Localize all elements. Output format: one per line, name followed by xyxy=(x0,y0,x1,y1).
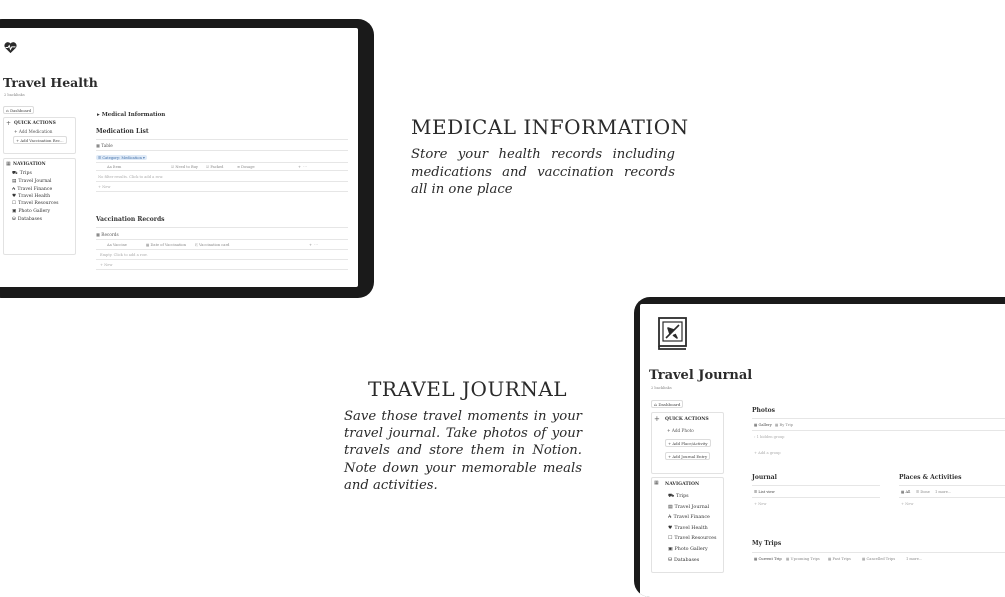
journal-icon: ▤ xyxy=(12,178,17,184)
travel-health-device-frame xyxy=(0,19,374,298)
add-journal-entry-button[interactable]: + Add Journal Entry xyxy=(665,452,710,460)
database-icon: ⛁ xyxy=(12,216,16,222)
divider xyxy=(899,497,1005,498)
nav-item-label: Photo Gallery xyxy=(18,209,51,214)
add-medication-button[interactable]: + Add Medication xyxy=(14,129,53,134)
divider xyxy=(752,497,880,498)
journal-list-view-tab[interactable]: ☰ List view xyxy=(754,490,775,494)
column-header-vaccination-card[interactable]: ⎘ Vaccination card xyxy=(195,243,230,247)
resources-icon: ☐ xyxy=(12,201,17,207)
medical-information-description: Store your health records including medications and vaccination records all in one place xyxy=(411,147,675,197)
backlinks-label[interactable]: 2 backlinks xyxy=(4,93,25,97)
plus-icon: + xyxy=(6,120,12,127)
nav-item-label: Trips xyxy=(19,171,32,176)
nav-item-trips[interactable] xyxy=(668,494,689,500)
add-column-icon[interactable]: + ··· xyxy=(298,165,307,169)
nav-item-travel-finance[interactable] xyxy=(12,186,52,192)
navigation-icon: ▦ xyxy=(6,161,11,167)
finance-icon: ₳ xyxy=(12,187,16,193)
travel-journal-device-frame xyxy=(634,297,1005,597)
gallery-icon: ▣ xyxy=(668,547,673,552)
backlinks-label[interactable]: 2 backlinks xyxy=(651,386,672,390)
nav-item-label: Travel Journal xyxy=(674,504,710,510)
trips-tab-current[interactable]: ▦ Current Trip xyxy=(754,557,782,561)
nav-item-travel-resources[interactable] xyxy=(12,201,58,206)
divider xyxy=(96,227,348,228)
nav-item-label: Travel Finance xyxy=(673,515,710,521)
heart-pulse-icon xyxy=(3,40,18,55)
medication-view-tab[interactable]: ▦ Table xyxy=(96,143,113,148)
trips-tab-cancelled[interactable]: ▦ Cancelled Trips xyxy=(862,557,896,561)
column-header-dosage[interactable]: ≡ Dosage xyxy=(237,165,255,169)
photos-tab-gallery[interactable]: ▦ Gallery xyxy=(754,423,772,427)
nav-item-label: Travel Health xyxy=(674,525,708,531)
trips-tab-upcoming[interactable]: ▦ Upcoming Trips xyxy=(786,557,820,561)
my-trips-section-title: My Trips xyxy=(752,540,782,547)
medical-information-toggle[interactable]: ▸ Medical Information xyxy=(97,112,166,118)
nav-item-travel-health[interactable] xyxy=(12,194,50,199)
add-column-icon[interactable]: + ··· xyxy=(309,243,318,247)
places-tab-more[interactable]: 1 more... xyxy=(935,490,952,494)
divider xyxy=(752,418,1005,419)
category-filter-chip[interactable]: ☰ Category: Medication ▾ xyxy=(98,155,145,160)
divider xyxy=(96,269,348,270)
divider xyxy=(899,485,1005,486)
trips-tab-past[interactable]: ▦ Past Trips xyxy=(828,557,851,561)
quick-actions-heading: QUICK ACTIONS xyxy=(665,417,709,422)
divider xyxy=(96,249,348,250)
hidden-group-toggle[interactable]: › 1 hidden group xyxy=(754,435,785,439)
column-header-packed[interactable]: ☑ Packed xyxy=(206,165,224,169)
journal-section-title: Journal xyxy=(752,474,777,481)
divider xyxy=(752,430,1005,431)
dashboard-button[interactable]: ⌂ Dashboard xyxy=(651,400,683,408)
medication-empty-state[interactable]: No filter results. Click to add a row. xyxy=(98,175,164,179)
nav-item-databases[interactable] xyxy=(668,558,699,563)
health-icon: ♥ xyxy=(12,193,17,199)
nav-item-label: Databases xyxy=(674,557,700,563)
navigation-icon: ▦ xyxy=(654,480,659,486)
column-header-vaccine[interactable]: Aa Vaccine xyxy=(107,243,127,247)
divider xyxy=(96,170,348,171)
nav-item-travel-journal[interactable] xyxy=(12,179,52,184)
medical-information-heading: MEDICAL INFORMATION xyxy=(411,115,689,139)
resources-icon: ☐ xyxy=(668,536,673,542)
navigation-heading: NAVIGATION xyxy=(665,482,700,487)
vaccination-view-tab[interactable]: ▦ Records xyxy=(96,232,119,237)
photos-section-title: Photos xyxy=(752,407,776,414)
dashboard-button[interactable]: ⌂ Dashboard xyxy=(3,106,34,114)
add-group-button[interactable]: + Add a group xyxy=(754,451,781,455)
divider xyxy=(96,150,348,151)
travel-health-screen xyxy=(0,28,358,287)
add-photo-button[interactable]: + Add Photo xyxy=(667,428,694,433)
page-title: Travel Health xyxy=(3,75,98,90)
column-header-date[interactable]: ▦ Date of Vaccination xyxy=(146,243,187,247)
photos-tab-by-trip[interactable]: ▦ By Trip xyxy=(775,423,793,427)
places-section-title: Places & Activities xyxy=(899,474,962,481)
trips-icon: ⛟ xyxy=(668,494,675,499)
divider xyxy=(96,239,348,240)
quick-actions-heading: QUICK ACTIONS xyxy=(14,121,56,126)
add-place-activity-button[interactable]: + Add Place/Activity xyxy=(665,439,711,447)
nav-item-label: Databases xyxy=(17,216,42,222)
nav-item-travel-resources[interactable] xyxy=(668,536,716,541)
gallery-icon: ▣ xyxy=(12,209,17,214)
airplane-book-icon xyxy=(655,316,691,352)
divider xyxy=(96,162,348,163)
navigation-heading: NAVIGATION xyxy=(13,162,46,167)
medication-list-title: Medication List xyxy=(96,128,149,135)
nav-item-photo-gallery[interactable] xyxy=(12,209,50,214)
travel-journal-description: Save those travel moments in your travel journal. Take photos of your travels and store them in Notion. Note down your memorable meals and activities. xyxy=(344,409,582,493)
nav-item-travel-finance[interactable] xyxy=(668,515,710,520)
database-icon: ⛁ xyxy=(668,557,673,563)
divider xyxy=(96,139,348,140)
travel-journal-screen xyxy=(640,304,1005,597)
home-icon: ⌂ xyxy=(6,107,11,113)
trips-icon: ⛟ xyxy=(12,171,18,176)
divider xyxy=(96,181,348,182)
nav-item-label: Trips xyxy=(676,494,689,499)
travel-journal-heading: TRAVEL JOURNAL xyxy=(368,377,568,401)
nav-item-label: Travel Journal xyxy=(18,178,52,184)
add-vaccination-button[interactable]: + Add Vaccination Rec... xyxy=(13,136,67,144)
places-tab-done[interactable]: ☰ Done xyxy=(916,490,930,494)
medication-new-row[interactable]: + New xyxy=(98,185,111,189)
nav-item-label: Photo Gallery xyxy=(674,547,708,552)
journal-icon: ▤ xyxy=(668,504,673,510)
page-title: Travel Journal xyxy=(649,368,753,383)
nav-item-label: Travel Health xyxy=(18,193,51,199)
nav-item-databases[interactable] xyxy=(12,217,42,222)
vaccination-records-title: Vaccination Records xyxy=(96,216,165,223)
places-tab-all[interactable]: ▦ All xyxy=(901,490,911,494)
places-new-entry[interactable]: + New xyxy=(901,502,914,506)
nav-item-label: Travel Resources xyxy=(674,536,717,542)
nav-item-travel-journal[interactable] xyxy=(668,505,709,510)
nav-item-photo-gallery[interactable] xyxy=(668,547,708,552)
column-header-need-to-buy[interactable]: ☑ Need to Buy xyxy=(171,165,198,169)
home-icon: ⌂ xyxy=(654,401,659,407)
vaccination-empty-state[interactable]: Empty. Click to add a row. xyxy=(100,253,148,257)
finance-icon: ₳ xyxy=(668,515,672,521)
plus-icon: + xyxy=(654,415,660,423)
divider xyxy=(752,552,1005,553)
column-header-item[interactable]: Aa Item xyxy=(107,165,122,169)
trips-tab-more[interactable]: 1 more... xyxy=(906,557,923,561)
nav-item-travel-health[interactable] xyxy=(668,526,708,531)
nav-item-label: Travel Resources xyxy=(18,201,59,207)
vaccination-new-row[interactable]: + New xyxy=(100,263,113,267)
divider xyxy=(96,191,348,192)
divider xyxy=(752,485,880,486)
nav-item-trips[interactable] xyxy=(12,171,32,177)
journal-new-entry[interactable]: + New xyxy=(754,502,767,506)
divider xyxy=(96,259,348,260)
nav-item-label: Travel Finance xyxy=(17,187,53,193)
health-icon: ♥ xyxy=(668,525,673,531)
